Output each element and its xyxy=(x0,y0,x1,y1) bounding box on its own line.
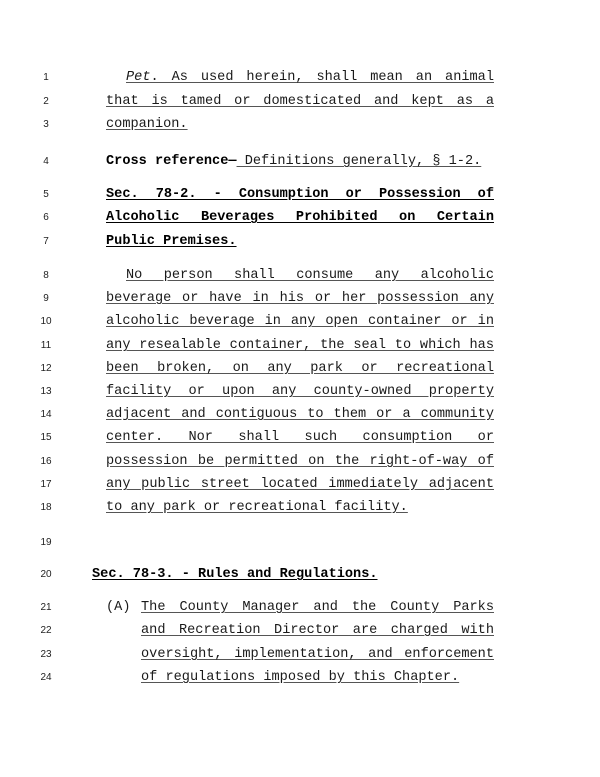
line-number: 16 xyxy=(40,456,52,467)
line-number: 7 xyxy=(43,236,49,247)
section-78-3-heading: Sec. 78-3. - Rules and Regulations. xyxy=(92,567,378,582)
section-78-2-body-line: center. Nor shall such consumption or xyxy=(106,430,494,445)
item-a-line: The County Manager and the County Parks xyxy=(141,600,494,615)
section-78-2-body-line: No person shall consume any alcoholic xyxy=(126,268,494,283)
item-a-line: and Recreation Director are charged with xyxy=(141,623,494,638)
pet-term: Pet xyxy=(126,70,151,85)
line-number: 14 xyxy=(40,409,52,420)
line-number: 2 xyxy=(43,96,49,107)
line-number: 23 xyxy=(40,649,52,660)
line-number: 5 xyxy=(43,189,49,200)
line-number: 12 xyxy=(40,363,52,374)
section-78-2-body-line: facility or upon any county-owned property xyxy=(106,384,494,399)
line-number: 22 xyxy=(40,625,52,636)
line-number: 6 xyxy=(43,212,49,223)
line-number: 4 xyxy=(43,156,49,167)
pet-definition-line-3: companion. xyxy=(106,117,188,132)
line-number: 19 xyxy=(40,537,52,548)
item-a-marker: (A) xyxy=(106,600,131,615)
section-78-2-body-line: possession be permitted on the right-of-way of xyxy=(106,454,494,469)
section-78-2-heading-line-1: Sec. 78-2. - Consumption or Possession of xyxy=(106,187,494,202)
pet-definition-line-1 xyxy=(106,70,494,86)
line-number: 18 xyxy=(40,502,52,513)
line-number: 11 xyxy=(40,340,52,351)
section-78-2-body-line: any resealable container, the seal to which has xyxy=(106,338,494,353)
line-number: 17 xyxy=(40,479,52,490)
line-number: 8 xyxy=(43,270,49,281)
section-78-2-heading-line-3: Public Premises. xyxy=(106,234,237,249)
section-78-2-body-line: alcoholic beverage in any open container or in xyxy=(106,314,494,329)
line-number: 15 xyxy=(40,432,52,443)
pet-definition-line-2: that is tamed or domesticated and kept as a xyxy=(106,94,494,109)
section-78-2-heading-line-2: Alcoholic Beverages Prohibited on Certain xyxy=(106,210,494,225)
line-number: 10 xyxy=(40,316,52,327)
line-number: 13 xyxy=(40,386,52,397)
cross-reference-label: Cross reference— xyxy=(106,154,237,169)
section-78-2-body-line: beverage or have in his or her possession any xyxy=(106,291,494,306)
line-number: 3 xyxy=(43,119,49,130)
section-78-2-body-line: any public street located immediately adjacent xyxy=(106,477,494,492)
line-number: 20 xyxy=(40,569,52,580)
line-number: 1 xyxy=(43,72,49,83)
item-a-line: oversight, implementation, and enforcement xyxy=(141,647,494,662)
line-number: 24 xyxy=(40,672,52,683)
item-a-line: of regulations imposed by this Chapter. xyxy=(141,670,460,685)
line-number: 9 xyxy=(43,293,49,304)
section-78-2-body-line: been broken, on any park or recreational xyxy=(106,361,494,376)
section-78-2-body-line: to any park or recreational facility. xyxy=(106,500,408,515)
cross-reference xyxy=(106,154,481,170)
section-78-2-body-line: adjacent and contiguous to them or a community xyxy=(106,407,494,422)
pet-definition-text: . As used herein, shall mean an animal xyxy=(150,70,494,85)
cross-reference-text: Definitions generally, § 1-2. xyxy=(236,154,482,169)
line-number: 21 xyxy=(40,602,52,613)
